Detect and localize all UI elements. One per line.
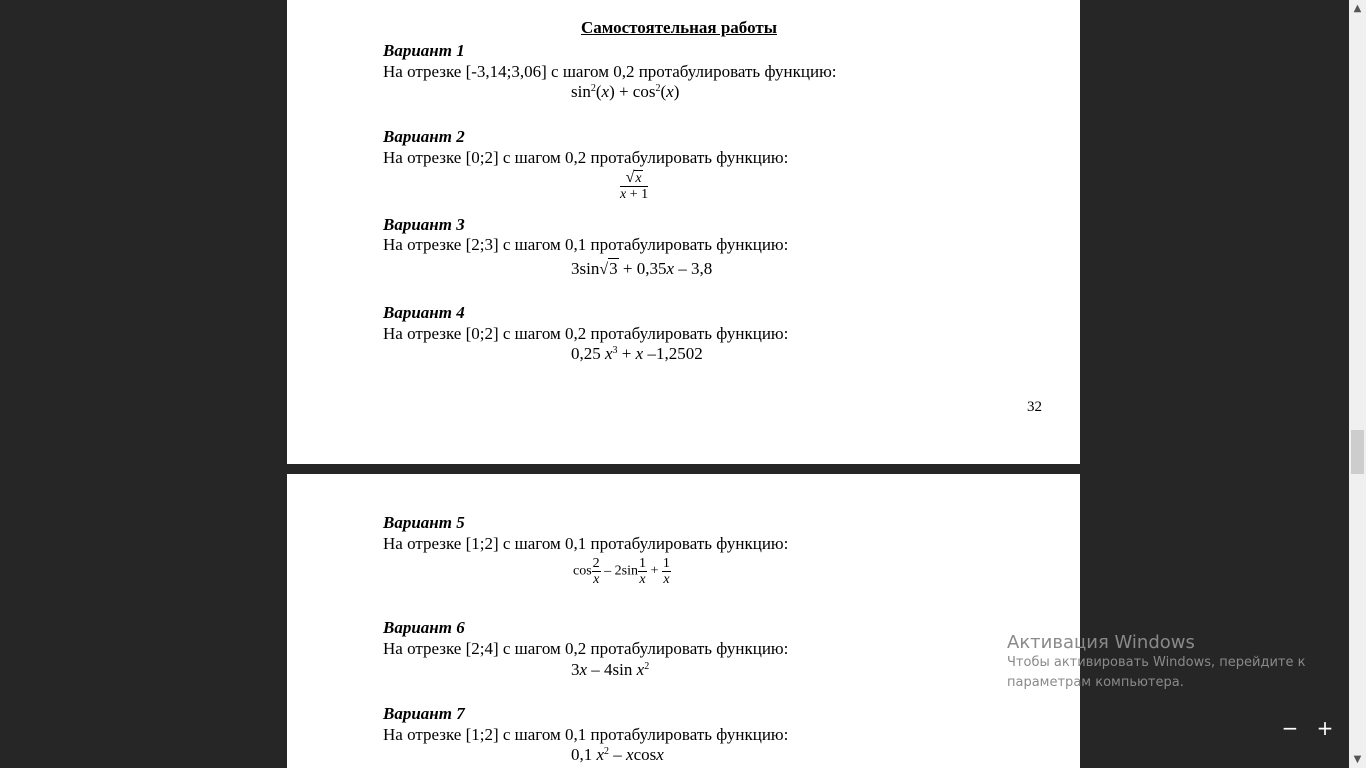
zoom-out-button[interactable]: − (1281, 716, 1299, 740)
variant-1-label: Вариант 1 (383, 41, 465, 60)
variant-7-formula: 0,1 $x^2$ – xcosx (571, 745, 664, 764)
variant-2-formula: $\frac{√x}{x + 1}$ (620, 169, 649, 202)
variant-3-task: На отрезке [2;3] с шагом 0,1 протабулировать функцию: (383, 235, 789, 254)
variant-1-formula: $\sin^2(x) + \cos^2(x)$ (571, 82, 680, 101)
variant-6-formula: 3x – 4sin $x^2$ (571, 660, 650, 679)
document-page-1 (287, 0, 1080, 464)
variant-5-formula: cos $\frac{2}{x}$ – 2sin $\frac{1}{x}$ + $\frac{1}{x}$ (573, 556, 670, 587)
variant-1-task: На отрезке [-3,14;3,06] с шагом 0,2 протабулировать функцию: (383, 62, 837, 81)
variant-6-task: На отрезке [2;4] с шагом 0,2 протабулировать функцию: (383, 639, 789, 658)
windows-activation-watermark (1007, 632, 1306, 693)
variant-2-label: Вариант 2 (383, 127, 465, 146)
page-number: 32 (1027, 399, 1042, 415)
scroll-thumb[interactable] (1351, 430, 1364, 474)
watermark-title: Активация Windows (1007, 632, 1195, 653)
watermark-line-2: параметрам компьютера. (1007, 675, 1184, 690)
variant-7-task: На отрезке [1;2] с шагом 0,1 протабулировать функцию: (383, 725, 789, 744)
watermark-line-1: Чтобы активировать Windows, перейдите к (1007, 655, 1306, 670)
zoom-in-button[interactable]: + (1316, 716, 1334, 740)
variant-2-task: На отрезке [0;2] с шагом 0,2 протабулировать функцию: (383, 148, 789, 167)
variant-4-formula: 0,25 $x^3 + x$ –1,2502 (571, 344, 703, 363)
variant-5-task: На отрезке [1;2] с шагом 0,1 протабулировать функцию: (383, 534, 789, 553)
variant-4-label: Вариант 4 (383, 303, 465, 322)
scroll-up-icon[interactable]: ▲ (1353, 3, 1362, 14)
document-page-2 (287, 474, 1080, 768)
scroll-down-icon[interactable]: ▼ (1353, 754, 1362, 765)
vertical-scrollbar[interactable] (1349, 0, 1366, 768)
variant-5-label: Вариант 5 (383, 513, 465, 532)
variant-6-label: Вариант 6 (383, 618, 465, 637)
variant-4-task: На отрезке [0;2] с шагом 0,2 протабулировать функцию: (383, 324, 789, 343)
variant-7-label: Вариант 7 (383, 704, 465, 723)
variant-3-label: Вариант 3 (383, 215, 465, 234)
variant-3-formula: 3sin√3 + 0,35x – 3,8 (571, 259, 713, 278)
document-title: Самостоятельная работы (581, 18, 777, 37)
